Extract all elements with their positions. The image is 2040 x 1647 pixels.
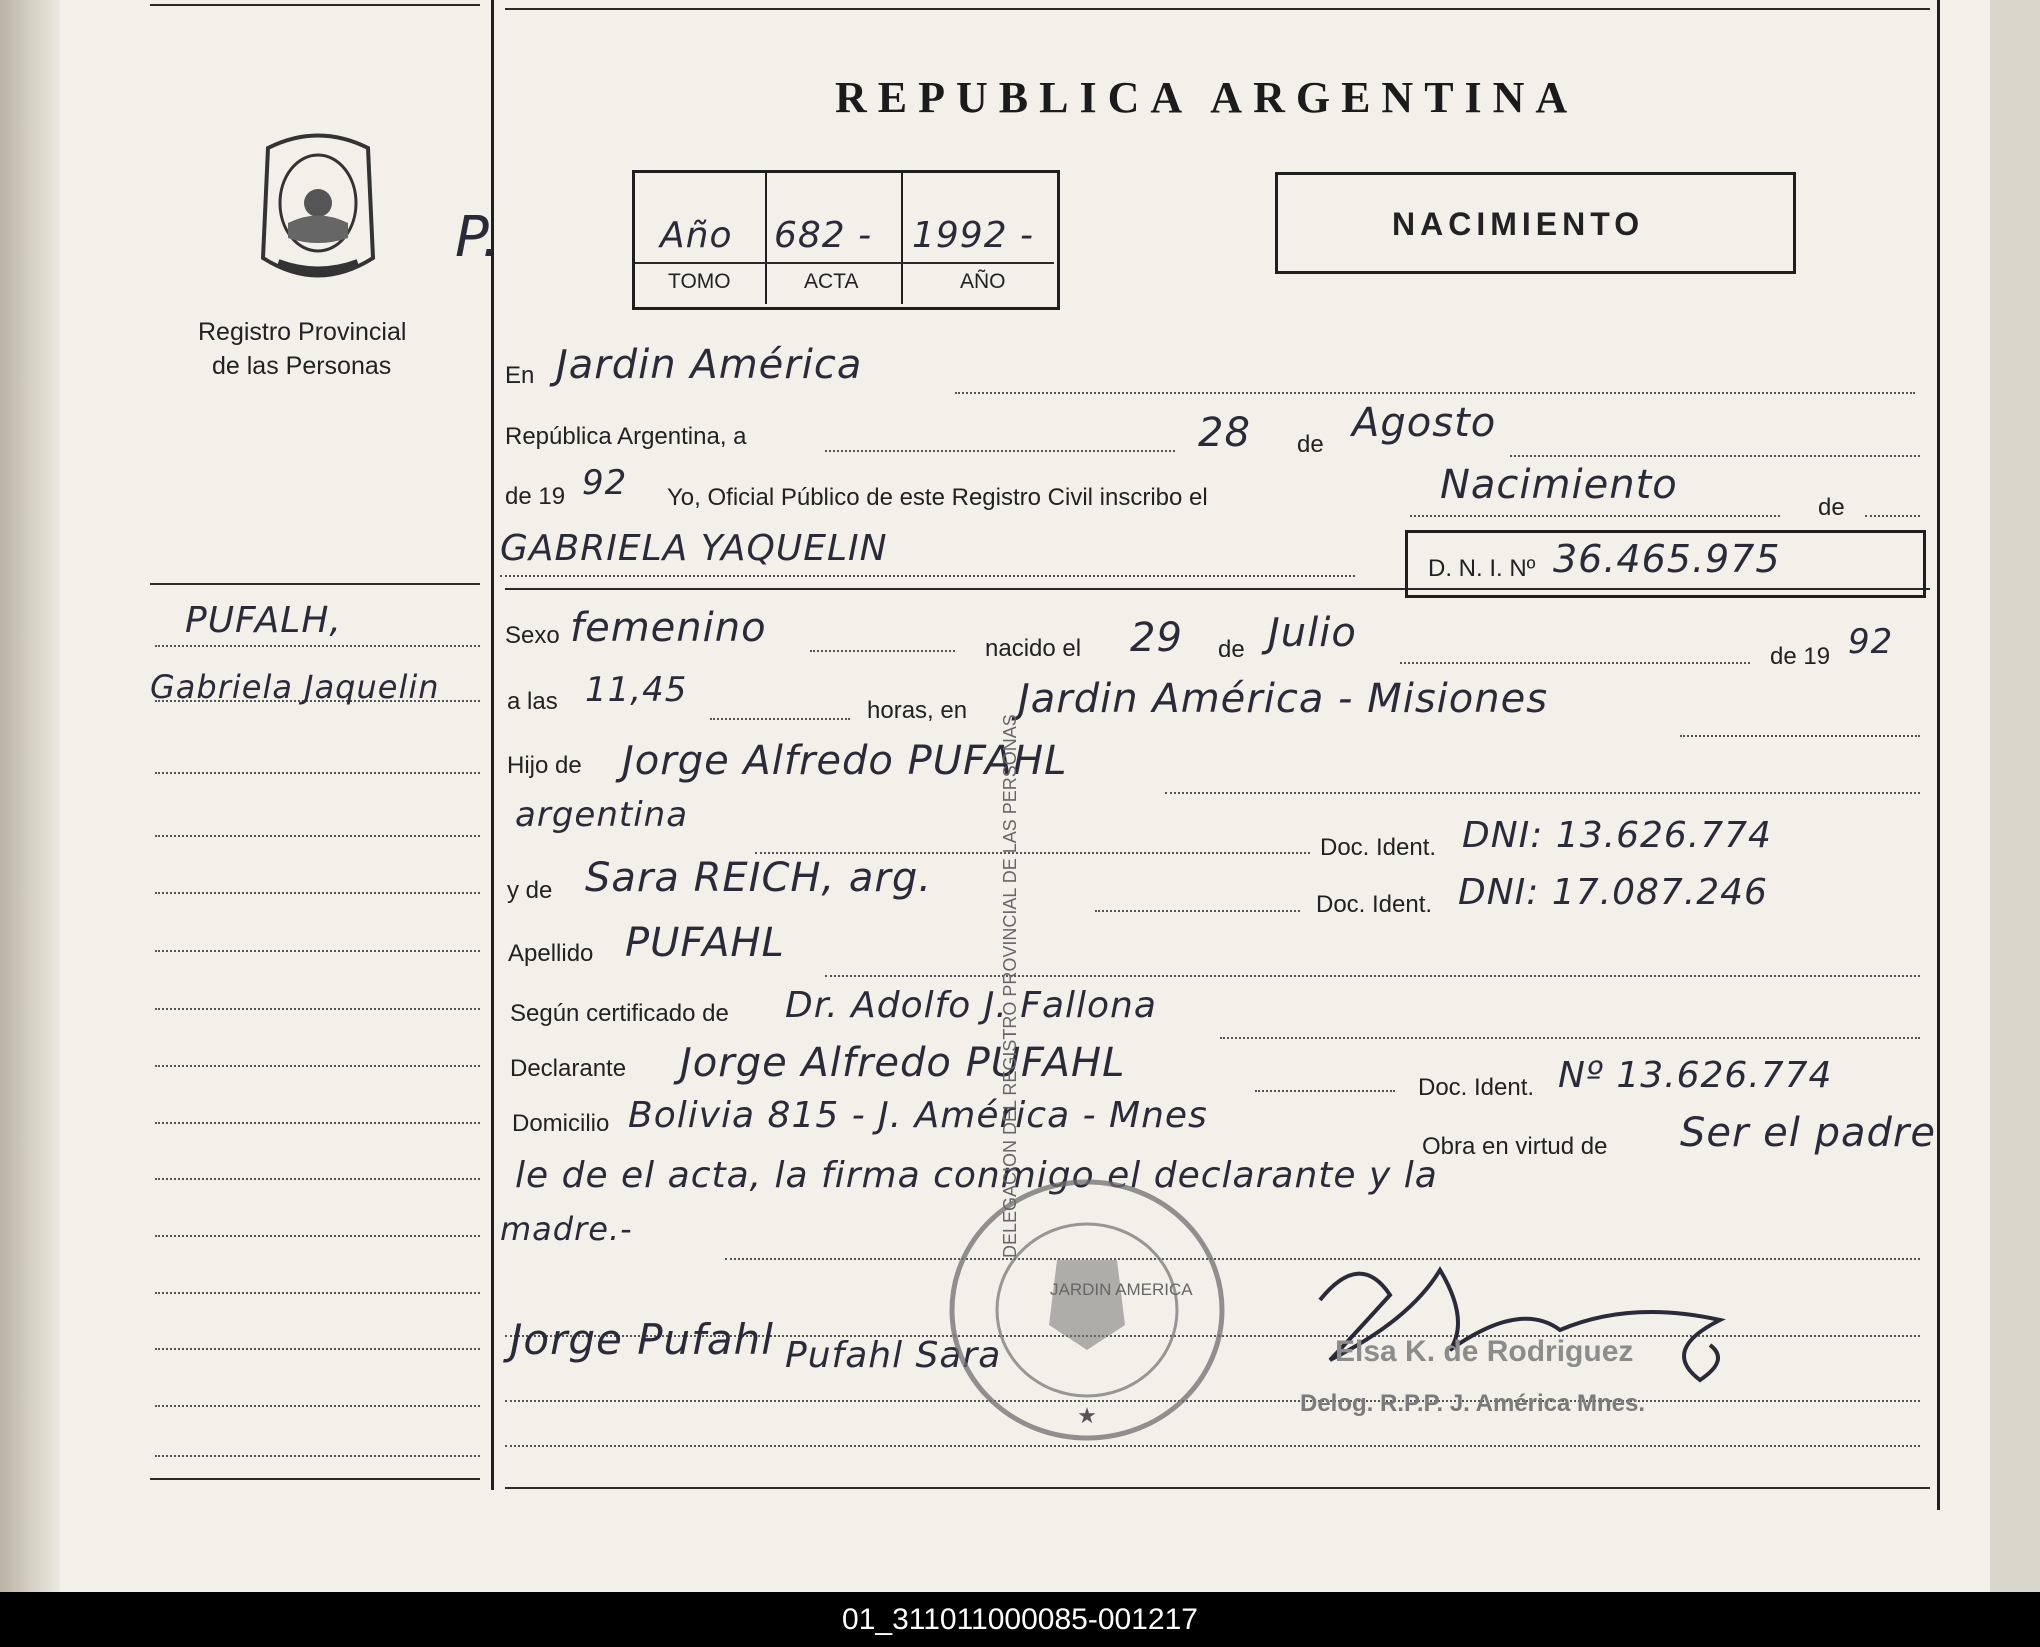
tomo-value: Año: [660, 215, 733, 256]
form-line: [825, 450, 1175, 452]
day-value: 28: [1198, 410, 1251, 456]
sexo-label: Sexo: [505, 622, 560, 649]
margin-line: [155, 772, 480, 774]
form-line: [1865, 515, 1920, 517]
y-de-label: y de: [507, 877, 553, 904]
margin-given-names: Gabriela Jaquelin: [150, 668, 440, 706]
apellido-label: Apellido: [508, 940, 594, 967]
svg-text:★: ★: [1077, 1403, 1097, 1428]
margin-line: [155, 892, 480, 894]
form-line: [1220, 1037, 1920, 1039]
act-value: Nacimiento: [1440, 462, 1678, 508]
birth-month-value: Julio: [1268, 610, 1357, 656]
signature-father: Jorge Pufahl: [510, 1315, 774, 1364]
form-line: [1400, 662, 1750, 664]
obra-line-3: madre.-: [500, 1210, 633, 1248]
margin-line: [155, 1292, 480, 1294]
official-title: Delog. R.P.P. J. América Mnes.: [1300, 1390, 1646, 1417]
ref-divider-2: [901, 173, 903, 304]
right-border: [1937, 0, 1940, 1510]
father-doc-value: DNI: 13.626.774: [1462, 815, 1772, 856]
horas-label: horas, en: [867, 697, 968, 724]
page-binding: [0, 0, 60, 1592]
page-title: REPUBLICA ARGENTINA: [835, 73, 1579, 122]
margin-line: [155, 1122, 480, 1124]
margin-line: [155, 1065, 480, 1067]
ref-divider-1: [765, 173, 767, 304]
month-value: Agosto: [1352, 400, 1497, 446]
domicilio-value: Bolivia 815 - J. América - Mnes: [628, 1095, 1208, 1136]
form-line: [755, 852, 1310, 854]
dni-value: 36.465.975: [1553, 537, 1781, 581]
provincial-seal-icon: [248, 128, 388, 288]
signature-mother: Pufahl Sara: [785, 1335, 1002, 1376]
apellido-value: PUFAHL: [625, 920, 785, 966]
en-value: Jardin América: [556, 342, 863, 388]
birth-de-label: de: [1218, 636, 1245, 663]
margin-line: [155, 950, 480, 952]
father-doc-label: Doc. Ident.: [1320, 834, 1437, 861]
stamp-outer-text: DELEGACION DEL REGISTRO PROVINCIAL DE LAS PERSONAS: [1000, 714, 1020, 1258]
margin-line: [155, 1455, 480, 1457]
de-label-2: de: [1818, 494, 1845, 521]
birth-place-value: Jardin América - Misiones: [1018, 676, 1549, 722]
name-value: GABRIELA YAQUELIN: [500, 528, 888, 569]
declarante-doc-label: Doc. Ident.: [1418, 1074, 1535, 1101]
margin-line: [155, 1008, 480, 1010]
mother-doc-label: Doc. Ident.: [1316, 891, 1433, 918]
form-line: [1255, 1090, 1395, 1092]
form-line: [1165, 792, 1920, 794]
declarante-label: Declarante: [510, 1055, 627, 1082]
hijo-label: Hijo de: [507, 752, 582, 779]
mother-doc-value: DNI: 17.087.246: [1458, 872, 1768, 913]
republica-label: República Argentina, a: [505, 423, 747, 450]
acta-value: 682 -: [774, 215, 873, 256]
nacido-label: nacido el: [985, 635, 1082, 662]
form-line: [710, 718, 850, 720]
margin-mark: P.: [455, 205, 501, 270]
form-line: [1095, 910, 1300, 912]
document-type: NACIMIENTO: [1392, 206, 1645, 242]
registry-label-line2: de las Personas: [212, 352, 392, 380]
registry-label-line1: Registro Provincial: [198, 318, 407, 346]
form-line: [810, 650, 955, 652]
segun-label: Según certificado de: [510, 1000, 729, 1027]
acta-label: ACTA: [804, 270, 859, 293]
form-line: [500, 575, 1355, 577]
form-line: [1410, 515, 1780, 517]
obra-value: Ser el padre: [1680, 1110, 1936, 1156]
dni-label: D. N. I. Nº: [1428, 555, 1536, 582]
obra-label: Obra en virtud de: [1422, 1133, 1608, 1160]
margin-line: [155, 835, 480, 837]
mother-value: Sara REICH, arg.: [585, 855, 932, 901]
a-las-label: a las: [507, 688, 558, 715]
margin-line: [155, 1405, 480, 1407]
form-line: [505, 1445, 1920, 1447]
hour-value: 11,45: [585, 670, 688, 710]
left-section-rule: [150, 583, 480, 585]
declarante-value: Jorge Alfredo PUFAHL: [680, 1040, 1126, 1086]
year-prefix: de 19: [505, 483, 566, 510]
en-label: En: [505, 362, 535, 389]
sexo-value: femenino: [570, 605, 767, 651]
official-name: Elsa K. de Rodriguez: [1335, 1335, 1634, 1368]
official-stamp-icon: [945, 1175, 1230, 1445]
stamp-inner-text: JARDIN AMERICA: [1050, 1280, 1193, 1299]
declarante-doc-value: Nº 13.626.774: [1558, 1055, 1833, 1096]
de-label: de: [1297, 431, 1324, 458]
oficial-text: Yo, Oficial Público de este Registro Civil inscribo el: [667, 484, 1208, 511]
form-line: [1680, 735, 1920, 737]
file-caption: 01_311011000085-001217: [0, 1592, 2040, 1647]
domicilio-label: Domicilio: [512, 1110, 610, 1137]
ano-value: 1992 -: [912, 215, 1035, 256]
ref-label-rule: [635, 262, 1054, 264]
margin-line: [155, 645, 480, 647]
form-line: [955, 392, 1915, 394]
margin-surname: PUFALH,: [185, 600, 342, 641]
tomo-label: TOMO: [668, 270, 731, 293]
year-value: 92: [582, 463, 628, 503]
left-top-rule: [150, 4, 480, 6]
right-top-rule: [505, 8, 1930, 10]
birth-year-value: 92: [1848, 622, 1894, 662]
father-nationality: argentina: [515, 795, 689, 835]
form-line: [1510, 455, 1920, 457]
certificado-value: Dr. Adolfo J. Fallona: [785, 985, 1157, 1026]
margin-line: [155, 1235, 480, 1237]
right-bottom-rule: [505, 1487, 1930, 1489]
left-bottom-rule: [150, 1478, 480, 1480]
margin-line: [155, 1178, 480, 1180]
ano-label: AÑO: [960, 270, 1006, 293]
form-line: [825, 975, 1920, 977]
margin-line: [155, 1348, 480, 1350]
birth-year-prefix: de 19: [1770, 643, 1831, 670]
father-value: Jorge Alfredo PUFAHL: [622, 738, 1068, 784]
birth-day-value: 29: [1130, 615, 1183, 661]
obra-line-2: le de el acta, la firma conmigo el declarante y la: [515, 1155, 1438, 1196]
